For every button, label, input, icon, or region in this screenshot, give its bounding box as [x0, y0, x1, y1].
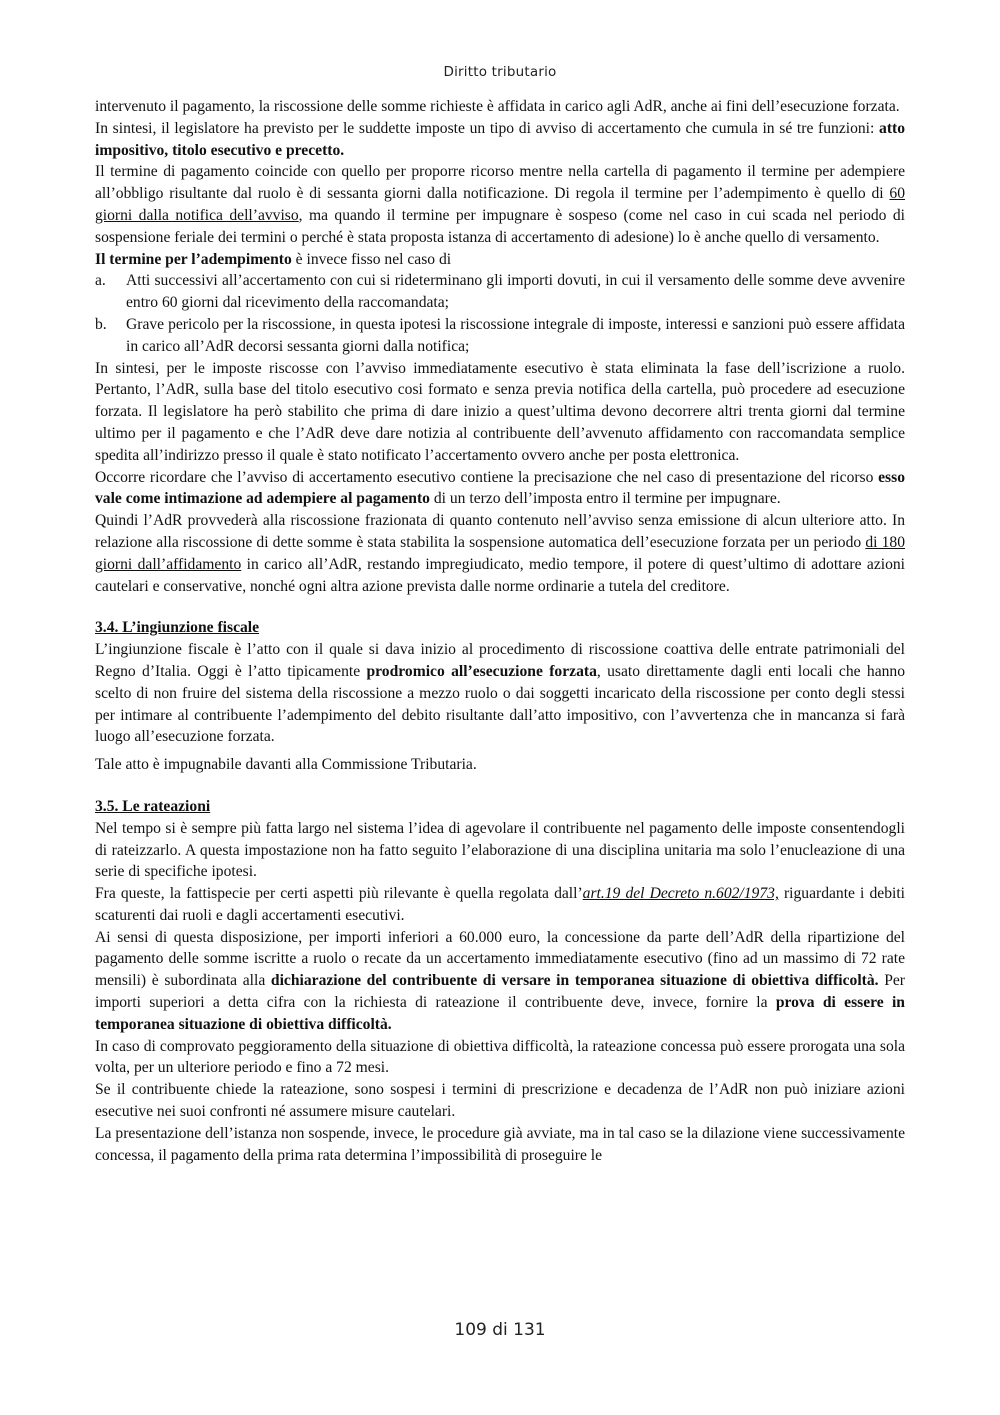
bold-text: esso vale come intimazione ad adempiere al pagamento	[95, 468, 905, 508]
paragraph	[95, 883, 905, 927]
paragraph	[95, 467, 905, 511]
list-item-text: Grave pericolo per la riscossione, in questa ipotesi la riscossione integrale di imposte, interessi e sanzioni può essere affidata in carico all’AdR decorsi sessanta giorni dalla notifica;	[126, 315, 905, 355]
text-run: Quindi l’AdR provvederà alla riscossione frazionata di quanto contenuto nell’avviso senza emissione di alcun ulteriore atto. In relazione alla riscossione di dette somme è stata stabilita la sospensione automatica dell’esecuzione forzata per un periodo	[95, 512, 905, 551]
paragraph	[95, 249, 905, 271]
paragraph	[95, 510, 905, 597]
text-run: Occorre ricordare che l’avviso di accertamento esecutivo contiene la precisazione che nel caso di presentazione del ricorso	[95, 468, 879, 486]
list-item-text: Atti successivi all’accertamento con cui si rideterminano gli importi dovuti, in cui il versamento delle somme deve avvenire entro 60 giorni dal ricevimento della raccomandata;	[126, 272, 905, 312]
text-run: , ma quando il termine per impugnare è sospeso (come nel caso in cui scada nel periodo di sospensione feriale dei termini o perché è stata proposta istanza di accertamento di adesione) lo è anche quello di versamento.	[95, 206, 905, 246]
text-run: riguardante i debiti scaturenti dai ruoli e dagli accertamenti esecutivi.	[95, 885, 906, 924]
text-run: in carico all’AdR, restando impregiudicato, medio tempore, il potere di quest’ultimo di adottare azioni cautelari e conservative, nonché ogni altra azione prevista dalle norme ordinarie a tutela del creditore.	[95, 555, 905, 595]
law-reference: art.19 del Decreto n.602/1973,	[582, 885, 779, 903]
bold-text: prodromico all’esecuzione forzata	[366, 662, 597, 680]
paragraph: intervenuto il pagamento, la riscossione delle somme richieste è affidata in carico agli AdR, anche ai fini dell’esecuzione forzata.	[95, 98, 900, 115]
paragraph: La presentazione dell’istanza non sospende, invece, le procedure già avviate, ma in tal caso se la dilazione viene successivamente concessa, il pagamento della prima rata determina l’impossibilità di proseguire le	[95, 1124, 905, 1164]
page-body	[95, 96, 905, 1166]
text-run: L’ingiunzione fiscale è l’atto con il quale si dava inizio al procedimento di riscossione coattiva delle entrate patrimoniali del Regno d’Italia. Oggi è l’atto tipicamente	[95, 641, 905, 680]
bold-text: Il termine per l’adempimento	[95, 250, 292, 268]
lettered-list	[95, 270, 905, 357]
text-run: , usato direttamente dagli enti locali che hanno scelto di non fruire del sistema della riscossione a mezzo ruolo o dai soggetti incaricato della riscossione per conto degli stessi per intimare al contribuente l’adempimento del debito risultante dall’atto impositivo, con l’avvertenza che in mancanza si farà luogo all’esecuzione forzata.	[95, 662, 906, 746]
page-number: 109 di 131	[454, 1320, 546, 1340]
list-item	[95, 314, 905, 358]
text-run: Fra queste, la fattispecie per certi aspetti più rilevante è quella regolata dall’	[95, 885, 583, 903]
section-heading-3-5: 3.5. Le rateazioni	[95, 797, 211, 815]
text-run: Ai sensi di questa disposizione, per importi inferiori a 60.000 euro, la concessione da parte dell’AdR della ripartizione del pagamento delle somme iscritte a ruolo o recate da un accertamento immediatamente esecutivo (fino ad un massimo di 72 rate mensili) è subordinata alla	[95, 928, 905, 990]
bold-text: atto impositivo, titolo esecutivo e precetto.	[95, 119, 905, 159]
text-run: In sintesi, il legislatore ha previsto per le suddette imposte un tipo di avviso di accertamento che cumula in sé tre funzioni:	[95, 119, 880, 137]
underlined-text: 60 giorni dalla notifica dell’avviso	[95, 185, 905, 224]
bold-text: prova di essere in temporanea situazione di obiettiva difficoltà.	[95, 994, 905, 1033]
paragraph: In caso di comprovato peggioramento della situazione di obiettiva difficoltà, la rateazione concessa può essere prorogata una sola volta, per un ulteriore periodo e fino a 72 mesi.	[95, 1037, 905, 1077]
paragraph	[95, 927, 905, 1036]
paragraph: Tale atto è impugnabile davanti alla Commissione Tributaria.	[95, 756, 477, 774]
list-marker: b.	[95, 315, 107, 333]
paragraph: Se il contribuente chiede la rateazione, sono sospesi i termini di prescrizione e decadenza de l’AdR non può iniziare azioni esecutive nei suoi confronti né assumere misure cautelari.	[95, 1081, 905, 1121]
paragraph	[95, 639, 905, 748]
list-item	[95, 270, 905, 314]
text-run: Il termine di pagamento coincide con quello per proporre ricorso mentre nella cartella di pagamento il termine per adempiere all’obbligo risultante dal ruolo è di sessanta giorni dalla notificazione. Di regola il termine per l’adempimento è quello di	[95, 163, 905, 203]
list-marker: a.	[95, 272, 106, 290]
text-run: Per importi superiori a detta cifra con la richiesta di rateazione il contribuente deve, invece, fornire la	[95, 972, 906, 1012]
paragraph	[95, 161, 905, 248]
text-run: è invece fisso nel caso di	[291, 250, 452, 268]
running-header: Diritto tributario	[443, 64, 557, 80]
underlined-text: di 180 giorni dall’affidamento	[95, 533, 906, 573]
paragraph: In sintesi, per le imposte riscosse con l’avviso immediatamente esecutivo è stata eliminata la fase dell’iscrizione a ruolo. Pertanto, l’AdR, sulla base del titolo esecutivo cosi formato e senza previa notifica della cartella, può procedere ad esecuzione forzata. Il legislatore ha però stabilito che prima di dare inizio a quest’ultima devono decorrere altri trenta giorni dal termine ultimo per il pagamento e che l’AdR deve dare notizia al contribuente dell’avvenuto affidamento con raccomandata semplice spedita all’indirizzo presso il quale è stato notificato l’accertamento ovvero anche per posta elettronica.	[95, 359, 905, 464]
paragraph: Nel tempo si è sempre più fatta largo nel sistema l’idea di agevolare il contribuente nel pagamento delle imposte consentendogli di rateizzarlo. A questa impostazione non ha fatto seguito l’elaborazione di una disciplina unitaria ma solo l’enucleazione di una serie di specifiche ipotesi.	[95, 819, 905, 881]
text-run: di un terzo dell’imposta entro il termine per impugnare.	[429, 490, 781, 508]
bold-text: dichiarazione del contribuente di versare in temporanea situazione di obiettiva difficoltà.	[270, 972, 879, 990]
paragraph	[95, 118, 905, 162]
section-heading-3-4: 3.4. L’ingiunzione fiscale	[95, 619, 260, 637]
